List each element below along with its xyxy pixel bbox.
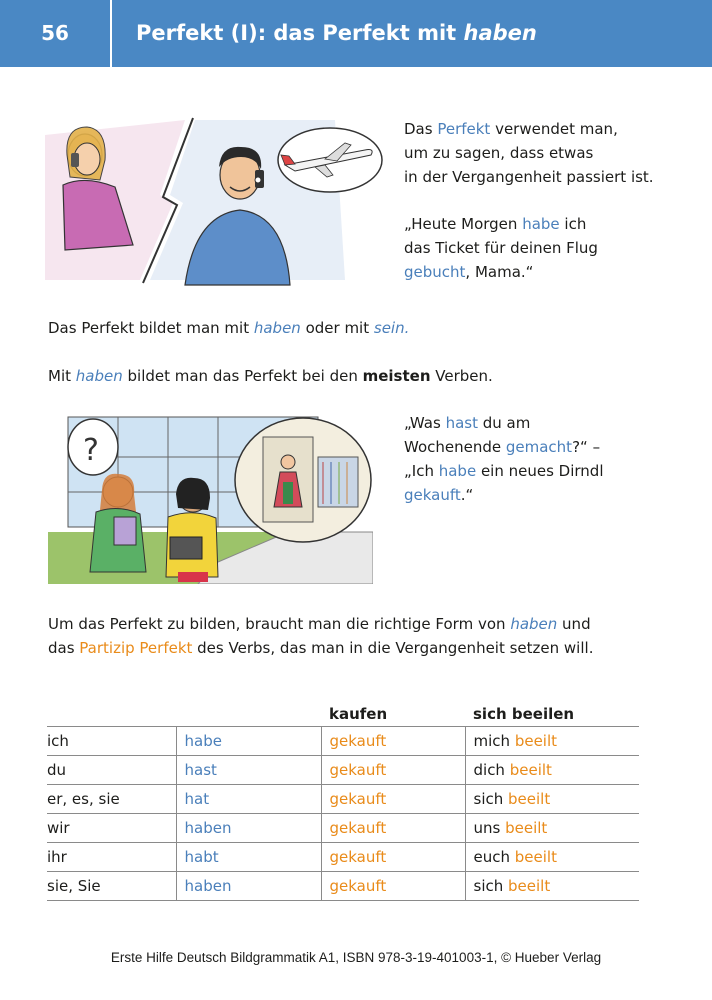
- participle-cell: gekauft: [321, 814, 465, 843]
- pronoun-cell: er, es, sie: [47, 785, 176, 814]
- page-number: 56: [41, 21, 69, 45]
- explain-line-1: Um das Perfekt zu bilden, braucht man die richtige Form von haben und: [48, 615, 591, 633]
- quote1-line-1: „Heute Morgen habe ich: [404, 215, 587, 233]
- footer-citation: Erste Hilfe Deutsch Bildgrammatik A1, ISBN 978-3-19-401003-1, © Hueber Verlag: [110, 950, 602, 965]
- intro-line-3: in der Vergangenheit passiert ist.: [404, 168, 654, 186]
- participle-cell: gekauft: [321, 872, 465, 901]
- pronoun-cell: ich: [47, 727, 176, 756]
- title-italic: haben: [463, 21, 537, 45]
- reflexive-cell: sich beeilt: [465, 872, 639, 901]
- quote1-line-2: das Ticket für deinen Flug: [404, 239, 598, 257]
- reflexive-cell: euch beeilt: [465, 843, 639, 872]
- header-pronoun: [47, 701, 176, 727]
- aux-cell: hat: [176, 785, 321, 814]
- pronoun-cell: ihr: [47, 843, 176, 872]
- participle-cell: gekauft: [321, 756, 465, 785]
- pronoun-cell: sie, Sie: [47, 872, 176, 901]
- table-row: [47, 843, 639, 872]
- quote2-line-4: gekauft.“: [404, 486, 474, 504]
- explain-line-2: das Partizip Perfekt des Verbs, das man in die Vergangenheit setzen will.: [48, 639, 594, 657]
- participle-cell: gekauft: [321, 785, 465, 814]
- conjugation-table: [47, 701, 639, 901]
- aux-cell: habt: [176, 843, 321, 872]
- header-kaufen: kaufen: [321, 701, 465, 727]
- aux-cell: haben: [176, 872, 321, 901]
- table-header-row: [47, 701, 639, 727]
- svg-text:?: ?: [83, 433, 99, 468]
- aux-cell: habe: [176, 727, 321, 756]
- rule-meisten-verben: Mit haben bildet man das Perfekt bei den meisten Verben.: [48, 367, 493, 385]
- quote2-line-3: „Ich habe ein neues Dirndl: [404, 462, 604, 480]
- table-row: [47, 756, 639, 785]
- intro-line-1: Das Perfekt verwendet man,: [404, 120, 618, 138]
- header-sich-beeilen: sich beeilen: [465, 701, 639, 727]
- phone-call-illustration: [45, 115, 385, 290]
- header-aux: [176, 701, 321, 727]
- table-row: [47, 727, 639, 756]
- quote2-line-1: „Was hast du am: [404, 414, 531, 432]
- reflexive-cell: dich beeilt: [465, 756, 639, 785]
- reflexive-cell: mich beeilt: [465, 727, 639, 756]
- page-header: [0, 0, 712, 67]
- rule-haben-sein: Das Perfekt bildet man mit haben oder mit sein.: [48, 319, 410, 337]
- aux-cell: hast: [176, 756, 321, 785]
- intro-line-2: um zu sagen, dass etwas: [404, 144, 594, 162]
- quote2-line-2: Wochenende gemacht?“ –: [404, 438, 601, 456]
- pronoun-cell: du: [47, 756, 176, 785]
- header-divider: [110, 0, 112, 67]
- aux-cell: haben: [176, 814, 321, 843]
- reflexive-cell: sich beeilt: [465, 785, 639, 814]
- participle-cell: gekauft: [321, 727, 465, 756]
- table-row: [47, 872, 639, 901]
- table-row: [47, 785, 639, 814]
- reflexive-cell: uns beeilt: [465, 814, 639, 843]
- title-main: Perfekt (I): das Perfekt mit: [136, 21, 464, 45]
- quote1-line-3: gebucht, Mama.“: [404, 263, 534, 281]
- participle-cell: gekauft: [321, 843, 465, 872]
- table-row: [47, 814, 639, 843]
- pronoun-cell: wir: [47, 814, 176, 843]
- page-title: [136, 0, 537, 67]
- shopping-illustration: [48, 412, 373, 584]
